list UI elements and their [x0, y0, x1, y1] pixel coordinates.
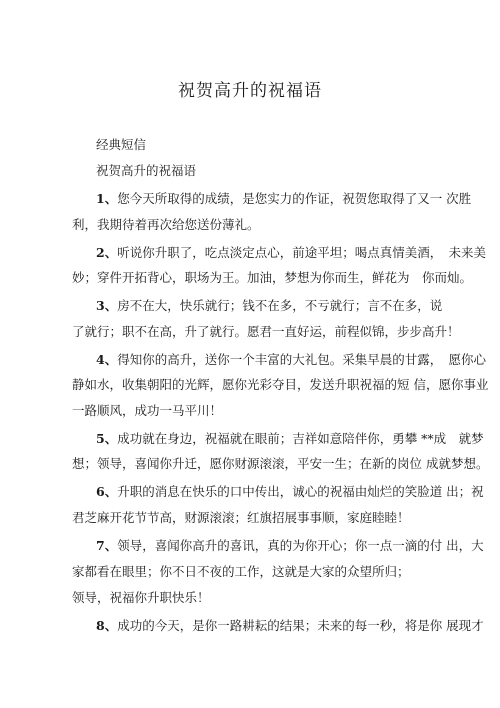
item-text: 您今天所取得的成绩，是您实力的作证，祝贺您取得了又一 次胜	[117, 191, 472, 206]
document-title: 祝贺高升的祝福语	[178, 81, 322, 101]
item-1-line-2: 利，我期待着再次给您送份薄礼。	[72, 217, 260, 232]
item-7-line-2: 家都看在眼里；你不日不夜的工作，这就是大家的众望所归；	[72, 564, 410, 579]
item-3-line-1	[96, 296, 442, 314]
item-2-line-2: 妙；穿件开拓背心，职场为王。加油，梦想为你而生，鲜花为 你而灿。	[72, 270, 473, 285]
item-5-line-2: 想；领导，喜闻你升迁，愿你财源滚滚，平安一生；在新的岗位 成就梦想。	[72, 456, 489, 471]
item-number: 5、	[96, 431, 118, 446]
item-number: 6、	[96, 484, 118, 499]
item-7-line-1	[96, 536, 484, 554]
item-text: 领导，喜闻你高升的喜讯，真的为你开心；你一点一滴的付 出，大	[117, 538, 484, 553]
item-number: 3、	[96, 298, 118, 313]
item-2-line-1	[96, 243, 486, 261]
item-1-line-1	[96, 189, 471, 207]
item-number: 1、	[96, 191, 118, 206]
item-number: 8、	[96, 618, 118, 633]
subheading-congrats: 祝贺高升的祝福语	[96, 163, 197, 178]
item-text: 听说你升职了，吃点淡定点心，前途平坦；喝点真情美酒， 未来美	[117, 245, 486, 260]
item-text: 成功就在身边，祝福就在眼前；吉祥如意陪伴你，勇攀 **成 就梦	[117, 431, 484, 446]
item-7-line-3: 领导，祝福你升职快乐！	[72, 590, 210, 605]
item-8-line-1	[96, 616, 484, 634]
item-3-line-2: 了就行；职不在高，升了就行。愿君一直好运，前程似锦，步步高升！	[72, 324, 460, 339]
item-text: 升职的消息在快乐的口中传出，诚心的祝福由灿烂的笑脸道 出；祝	[117, 484, 484, 499]
subheading-classic-sms: 经典短信	[96, 137, 147, 152]
item-4-line-1	[96, 350, 486, 368]
item-4-line-3: 一路顺风，成功一马平川！	[72, 403, 223, 418]
item-text: 得知你的高升，送你一个丰富的大礼包。采集早晨的甘露， 愿你心	[117, 352, 486, 367]
item-5-line-1	[96, 429, 484, 447]
item-4-line-2: 静如水，收集朝阳的光辉，愿你光彩夺目，发送升职祝福的短 信，愿你事业	[72, 377, 489, 392]
item-6-line-1	[96, 482, 484, 500]
item-number: 4、	[96, 352, 118, 367]
item-text: 房不在大，快乐就行；钱不在多，不亏就行；言不在多，说	[117, 298, 443, 313]
item-6-line-2: 君芝麻开花节节高，财源滚滚；红旗招展事事顺，家庭睦睦！	[72, 510, 410, 525]
item-number: 7、	[96, 538, 118, 553]
item-number: 2、	[96, 245, 118, 260]
item-text: 成功的今天，是你一路耕耘的结果；未来的每一秒，将是你 展现才	[117, 618, 484, 633]
